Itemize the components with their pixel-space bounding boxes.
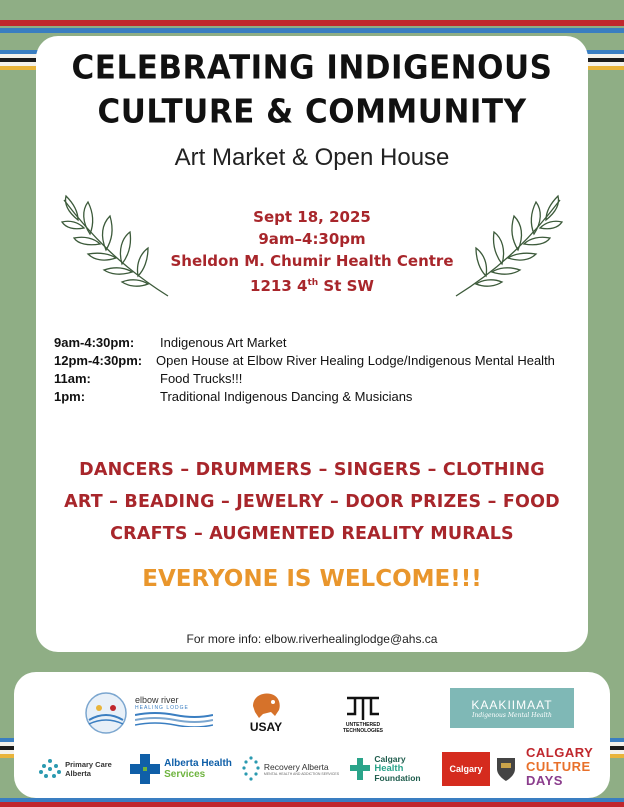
bottom-stripe <box>0 798 624 807</box>
top-stripe-red <box>0 20 624 26</box>
schedule-desc: Traditional Indigenous Dancing & Musicians <box>160 389 413 404</box>
recovery-dots-icon <box>241 755 261 783</box>
culture-days-line1: CALGARY <box>526 745 594 760</box>
event-venue: Sheldon M. Chumir Health Centre <box>170 252 454 270</box>
elbow-river-sub: HEALING LODGE <box>135 705 189 711</box>
poster-title-line2: CULTURE & COMMUNITY <box>97 93 527 131</box>
contact-info: For more info: elbow.riverhealinglodge@ahs.ca <box>186 632 438 646</box>
culture-days-line3: DAYS <box>526 773 563 788</box>
schedule-time: 1pm: <box>54 389 86 404</box>
elbow-river-logo <box>80 688 214 738</box>
untethered-logo <box>332 686 394 742</box>
schedule-desc: Open House at Elbow River Healing Lodge/Indigenous Mental Health <box>156 353 555 368</box>
calgary-red-block <box>442 752 490 786</box>
highlight-line: DANCERS – DRUMMERS – SINGERS – CLOTHING <box>79 460 545 480</box>
schedule-time: 11am: <box>54 371 91 386</box>
chf-line3: Foundation <box>374 773 421 783</box>
schedule-time: 9am-4:30pm: <box>54 335 135 350</box>
schedule-time: 12pm-4:30pm: <box>54 353 143 368</box>
poster-subtitle: Art Market & Open House <box>174 144 450 171</box>
untethered-mark-icon <box>343 694 383 722</box>
calgary-health-foundation-logo <box>344 750 426 788</box>
recovery-alberta-logo <box>240 752 340 786</box>
event-details <box>156 206 468 297</box>
primary-care-line2: Alberta <box>65 769 91 778</box>
sponsor-logos <box>14 672 610 798</box>
calgary-name: Calgary <box>449 764 483 774</box>
kaakiimaat-logo <box>450 688 574 728</box>
untethered-line2: TECHNOLOGIES <box>342 728 383 734</box>
ahs-cross-icon <box>130 754 160 784</box>
ahs-line2: Services <box>164 769 206 780</box>
untethered-line1: UNTETHERED <box>345 722 381 728</box>
highlight-line: CRAFTS – AUGMENTED REALITY MURALS <box>110 524 514 544</box>
poster-card <box>36 36 588 652</box>
usay-name: USAY <box>249 720 283 734</box>
ahs-line1: Alberta Health <box>164 758 232 769</box>
event-date: Sept 18, 2025 <box>253 208 371 226</box>
highlight-line: ART – BEADING – JEWELRY – DOOR PRIZES – FOOD <box>64 492 560 512</box>
event-hours: 9am–4:30pm <box>258 230 366 248</box>
schedule-row <box>54 388 584 406</box>
highlights <box>36 454 588 550</box>
primary-care-line1: Primary Care <box>65 760 112 769</box>
calgary-crest-icon <box>494 755 518 783</box>
culture-days-logo <box>526 742 596 792</box>
schedule-row <box>54 352 584 370</box>
poster-title-line1: CELEBRATING INDIGENOUS <box>71 49 553 87</box>
bison-icon <box>249 690 283 720</box>
recovery-name: Recovery Alberta <box>263 762 329 772</box>
chf-cross-icon <box>349 756 371 782</box>
schedule-row <box>54 334 584 352</box>
schedule-desc: Food Trucks!!! <box>160 371 243 386</box>
elbow-river-name: elbow river <box>135 695 179 705</box>
leaf-branch-right-icon <box>452 194 564 298</box>
schedule-desc: Indigenous Art Market <box>160 335 287 350</box>
welcome-banner: EVERYONE IS WELCOME!!! <box>142 566 482 592</box>
recovery-tagline: MENTAL HEALTH AND ADDICTION SERVICES <box>263 772 340 776</box>
primary-care-dots-icon <box>38 758 62 780</box>
top-stripe-blue <box>0 28 624 33</box>
water-waves-icon <box>135 711 213 727</box>
schedule-list <box>54 334 584 406</box>
calgary-logo <box>442 752 518 786</box>
kaakiimaat-name: KAAKIIMAAT <box>471 697 553 712</box>
kaakiimaat-tagline: Indigenous Mental Health <box>472 711 552 719</box>
event-address: 1213 4th St SW <box>250 277 374 295</box>
usay-logo <box>240 686 292 738</box>
elbow-river-emblem-icon <box>81 690 131 736</box>
culture-days-line2: CULTURE <box>526 759 591 774</box>
schedule-row <box>54 370 584 388</box>
chf-line2: Health <box>374 763 404 774</box>
ahs-logo <box>126 752 236 786</box>
primary-care-logo <box>34 754 116 784</box>
chf-line1: Calgary <box>374 754 406 764</box>
